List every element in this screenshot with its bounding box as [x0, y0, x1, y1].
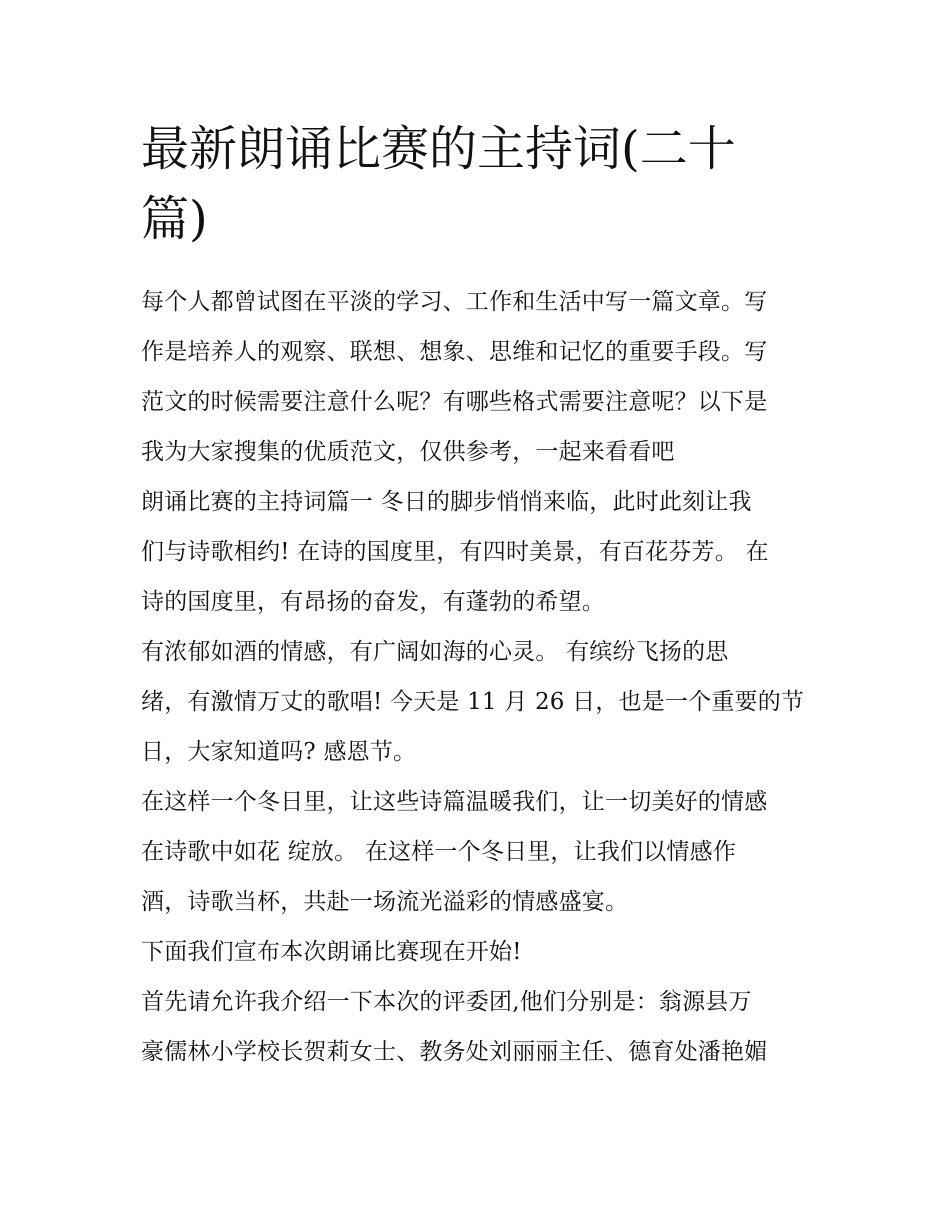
text-line: 我为大家搜集的优质范文，仅供参考，一起来看看吧: [141, 439, 675, 465]
text-line: 酒，诗歌当杯，共赴一场流光溢彩的情感盛宴。: [141, 889, 629, 915]
text-line: 绪，有激情万丈的歌唱! 今天是 11 月 26 日，也是一个重要的节: [141, 689, 805, 715]
text-line: 下面我们宣布本次朗诵比赛现在开始!: [141, 939, 522, 965]
host-speech-paragraph: [141, 477, 816, 627]
host-speech-paragraph: [141, 777, 816, 927]
text-line: 豪儒林小学校长贺莉女士、教务处刘丽丽主任、德育处潘艳媚: [141, 1039, 768, 1065]
text-line: 在诗歌中如花 绽放。 在这样一个冬日里，让我们以情感作: [141, 839, 737, 865]
document-body: [141, 277, 816, 1077]
text-line: 范文的时候需要注意什么呢？有哪些格式需要注意呢？以下是: [141, 389, 768, 415]
host-speech-paragraph: [141, 927, 816, 977]
host-speech-paragraph: [141, 627, 816, 777]
intro-paragraph: [141, 277, 816, 477]
text-line: 们与诗歌相约! 在诗的国度里，有四时美景，有百花芬芳。 在: [141, 539, 769, 565]
text-line: 日，大家知道吗? 感恩节。: [141, 739, 417, 765]
page-title: [141, 114, 801, 254]
text-line: 有浓郁如酒的情感，有广阔如海的心灵。 有缤纷飞扬的思: [141, 639, 729, 665]
text-line: 朗诵比赛的主持词篇一 冬日的脚步悄悄来临，此时此刻让我: [141, 489, 752, 515]
text-line: 诗的国度里，有昂扬的奋发，有蓬勃的希望。: [141, 589, 605, 615]
text-line: 在这样一个冬日里，让这些诗篇温暖我们，让一切美好的情感: [141, 789, 768, 815]
text-line: 每个人都曾试图在平淡的学习、工作和生活中写一篇文章。写: [141, 289, 768, 315]
title-line: 篇): [141, 191, 208, 247]
title-line: 最新朗诵比赛的主持词(二十: [141, 121, 736, 177]
text-line: 首先请允许我介绍一下本次的评委团,他们分别是：翁源县万: [141, 989, 752, 1015]
host-speech-paragraph: [141, 977, 816, 1077]
text-line: 作是培养人的观察、联想、想象、思维和记忆的重要手段。写: [141, 339, 768, 365]
